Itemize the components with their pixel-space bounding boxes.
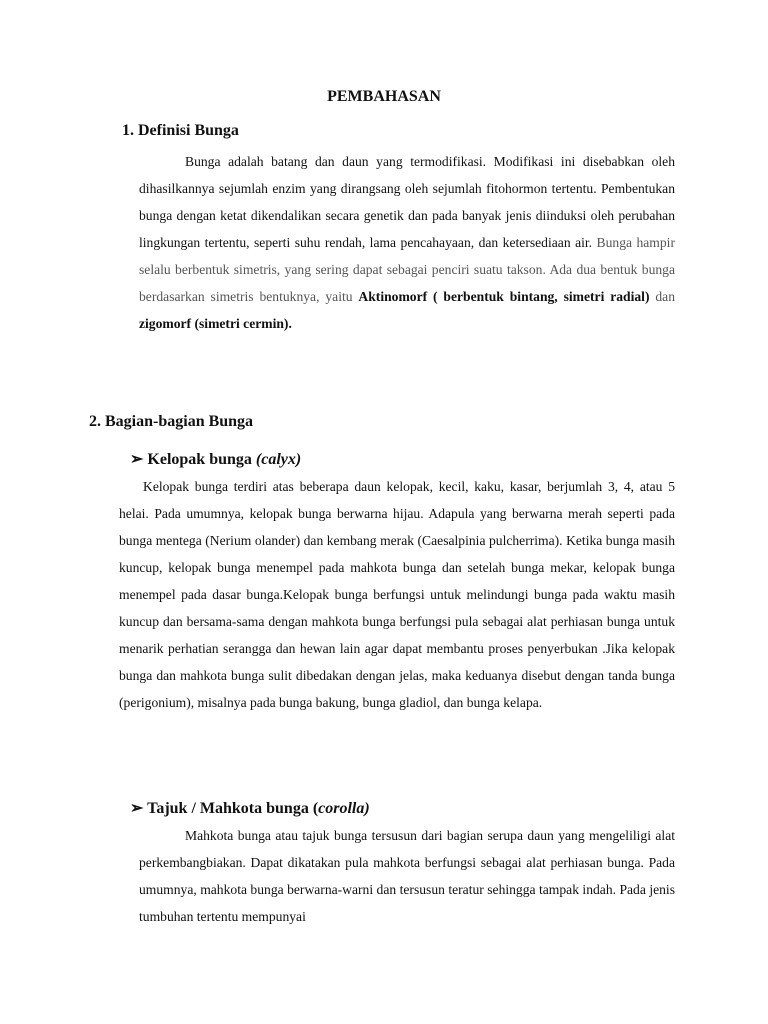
paragraph-kelopak: Kelopak bunga terdiri atas beberapa daun kelopak, kecil, kaku, kasar, berjumlah 3, 4, atau 5 helai. Pada umumnya, kelopak bunga berwarna hijau. Adapula yang berwarna merah seperti pada bunga mentega (Nerium olander) dan kembang merak (Caesalpinia pulcherrima). Ketika bunga masih kuncup, kelopak bunga menempel pada mahkota bunga dan setelah bunga mekar, kelopak bunga menempel pada dasar bunga.Kelopak bunga berfungsi untuk melindungi bunga pada waktu masih kuncup dan bersama-sama dengan mahkota bunga berfungsi pula sebagai alat perhiasan bunga untuk menarik perhatian serangga dan hewan lain agar dapat membantu proses penyerbukan .Jika kelopak bunga dan mahkota bunga sulit dibedakan dengan jelas, maka keduanya disebut dengan tanda bunga (perigonium), misalnya pada bunga bakung, bunga gladiol, dan bunga kelapa.	[119, 479, 675, 710]
subheading-mahkota	[130, 798, 370, 818]
section-heading-definisi: 1. Definisi Bunga	[122, 122, 239, 139]
term-zigomorf: zigomorf (simetri cermin).	[139, 316, 292, 331]
paragraph-definisi	[139, 148, 675, 337]
conjunction-text: dan	[649, 289, 675, 304]
paragraph-mahkota: Mahkota bunga atau tajuk bunga tersusun dari bagian serupa daun yang mengeliligi alat perkembangbiakan. Dapat dikatakan pula mahkota berfungsi sebagai alat perhiasan bunga. Pada umumnya, mahkota bunga berwarna-warni dan tersusun teratur sehingga tampak indah. Pada jenis tumbuhan tertentu mempunyai	[139, 828, 675, 924]
subheading-label: Tajuk / Mahkota bunga (	[147, 800, 319, 817]
subheading-latin: (calyx)	[255, 451, 302, 468]
paragraph-text-gray: Bunga hampir selalu berbentuk simetris, yang sering dapat sebagai penciri suatu takson. Ada dua bentuk bunga berdasarkan simetris bentuknya, yaitu	[139, 235, 675, 304]
subheading-kelopak	[130, 449, 301, 469]
term-aktinomorf: Aktinomorf ( berbentuk bintang, simetri radial)	[358, 289, 650, 304]
subheading-latin: corolla)	[318, 800, 370, 817]
section-heading-bagian: 2. Bagian-bagian Bunga	[89, 413, 254, 430]
arrow-bullet-icon: ➢	[130, 800, 144, 817]
arrow-bullet-icon: ➢	[130, 451, 144, 468]
page-title: PEMBAHASAN	[327, 88, 441, 105]
subheading-label: Kelopak bunga	[147, 451, 256, 468]
paragraph-text: Bunga adalah batang dan daun yang termodifikasi. Modifikasi ini disebabkan oleh dihasilkannya sejumlah enzim yang dirangsang oleh sejumlah fitohormon tertentu. Pembentukan bunga dengan ketat dikendalikan secara genetik dan pada banyak jenis diinduksi oleh perubahan lingkungan tertentu, seperti suhu rendah, lama pencahayaan, dan ketersediaan air.	[139, 154, 675, 250]
